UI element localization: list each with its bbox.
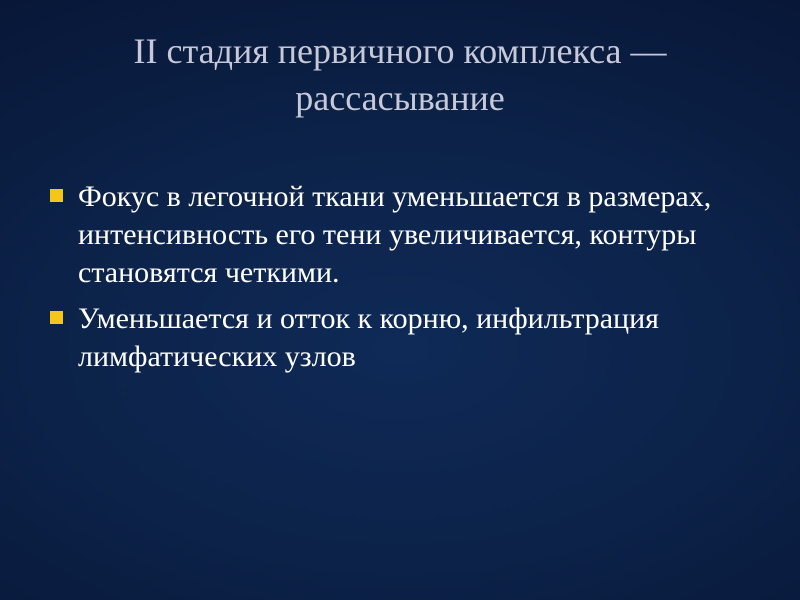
bullet-item	[48, 178, 748, 292]
square-bullet-icon	[50, 311, 63, 324]
bullet-list	[48, 178, 748, 384]
bullet-text: Уменьшается и отток к корню, инфильтрация лимфатических узлов	[78, 302, 659, 373]
bullet-item	[48, 300, 748, 376]
bullet-text: Фокус в легочной ткани уменьшается в размерах, интенсивность его тени увеличивается, контуры становятся четкими.	[78, 180, 712, 289]
slide-title: II стадия первичного комплекса — рассасывание	[133, 31, 667, 118]
square-bullet-icon	[50, 189, 63, 202]
